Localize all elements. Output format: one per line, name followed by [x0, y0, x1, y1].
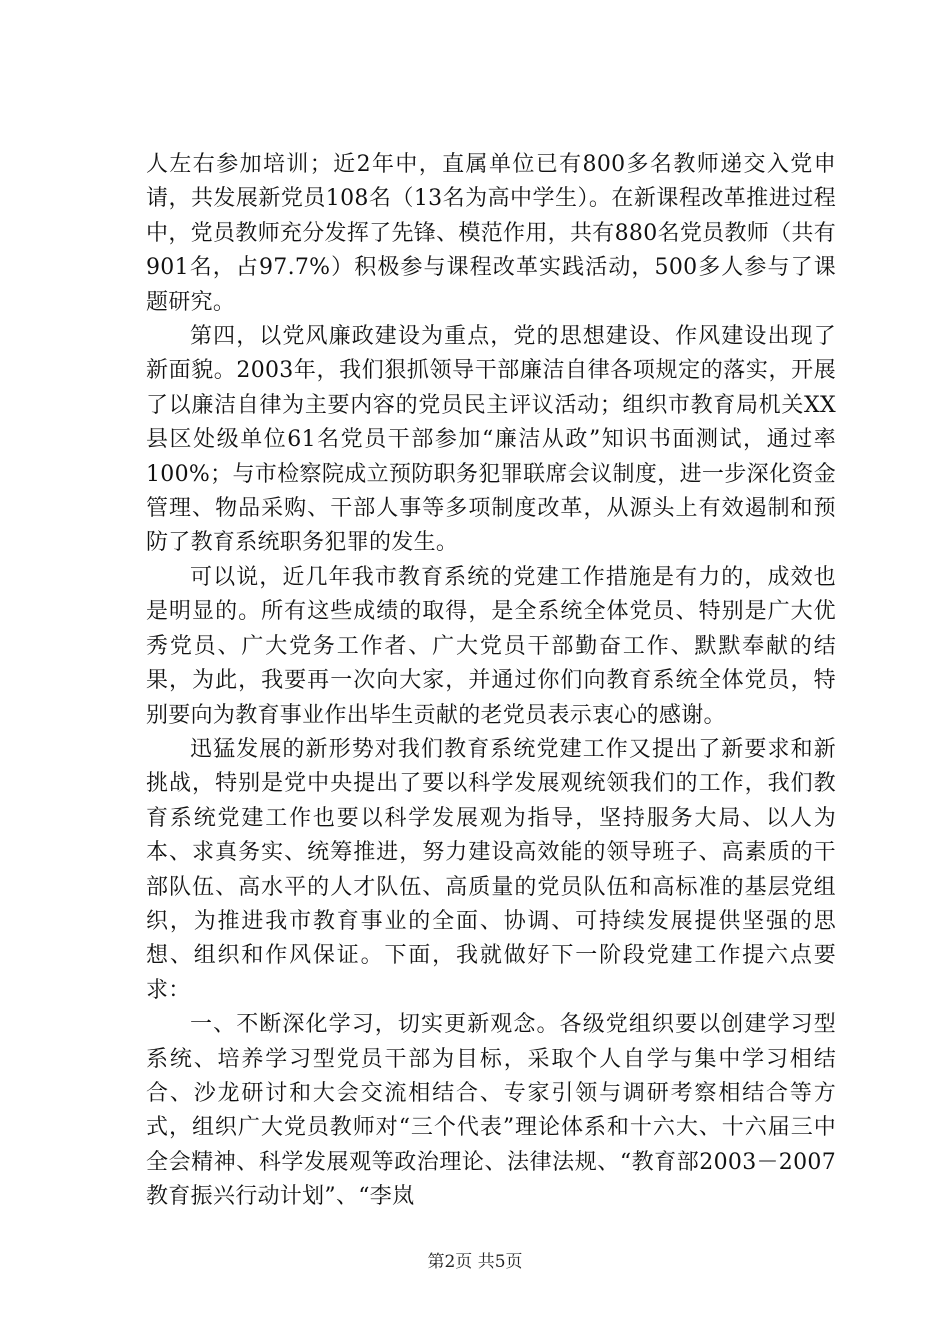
paragraph-3: 可以说，近几年我市教育系统的党建工作措施是有力的，成效也是明显的。所有这些成绩的取得，是全系统全体党员、特别是广大优秀党员、广大党务工作者、广大党员干部勤奋工作、默默奉献的结果，为此，我要再一次向大家，并通过你们向教育系统全体党员，特别要向为教育事业作出毕生贡献的老党员表示衷心的感谢。: [146, 564, 836, 728]
paragraph-1: 人左右参加培训；近2年中，直属单位已有800多名教师递交入党申请，共发展新党员108名（13名为高中学生）。在新课程改革推进过程中，党员教师充分发挥了先锋、模范作用，共有880名党员教师（共有901名，占97.7%）积极参与课程改革实践活动，500多人参与了课题研究。: [146, 152, 836, 315]
paragraph-4: 迅猛发展的新形势对我们教育系统党建工作又提出了新要求和新挑战，特别是党中央提出了要以科学发展观统领我们的工作，我们教育系统党建工作也要以科学发展观为指导，坚持服务大局、以人为本、求真务实、统筹推进，努力建设高效能的领导班子、高素质的干部队伍、高水平的人才队伍、高质量的党员队伍和高标准的基层党组织，为推进我市教育事业的全面、协调、可持续发展提供坚强的思想、组织和作风保证。下面，我就做好下一阶段党建工作提六点要求：: [146, 736, 836, 1003]
document-body: [146, 148, 836, 1215]
page-footer: 第2页 共5页: [427, 1252, 523, 1272]
paragraph-2: 第四，以党风廉政建设为重点，党的思想建设、作风建设出现了新面貌。2003年，我们狠抓领导干部廉洁自律各项规定的落实，开展了以廉洁自律为主要内容的党员民主评议活动；组织市教育局机关XX县区处级单位61名党员干部参加“廉洁从政”知识书面测试，通过率100%；与市检察院成立预防职务犯罪联席会议制度，进一步深化资金管理、物品采购、干部人事等多项制度改革，从源头上有效遏制和预防了教育系统职务犯罪的发生。: [146, 324, 836, 556]
paragraph-5: 一、不断深化学习，切实更新观念。各级党组织要以创建学习型系统、培养学习型党员干部为目标，采取个人自学与集中学习相结合、沙龙研讨和大会交流相结合、专家引领与调研考察相结合等方式，组织广大党员教师对“三个代表”理论体系和十六大、十六届三中全会精神、科学发展观等政治理论、法律法规、“教育部2003－2007教育振兴行动计划”、“李岚: [146, 1012, 836, 1210]
